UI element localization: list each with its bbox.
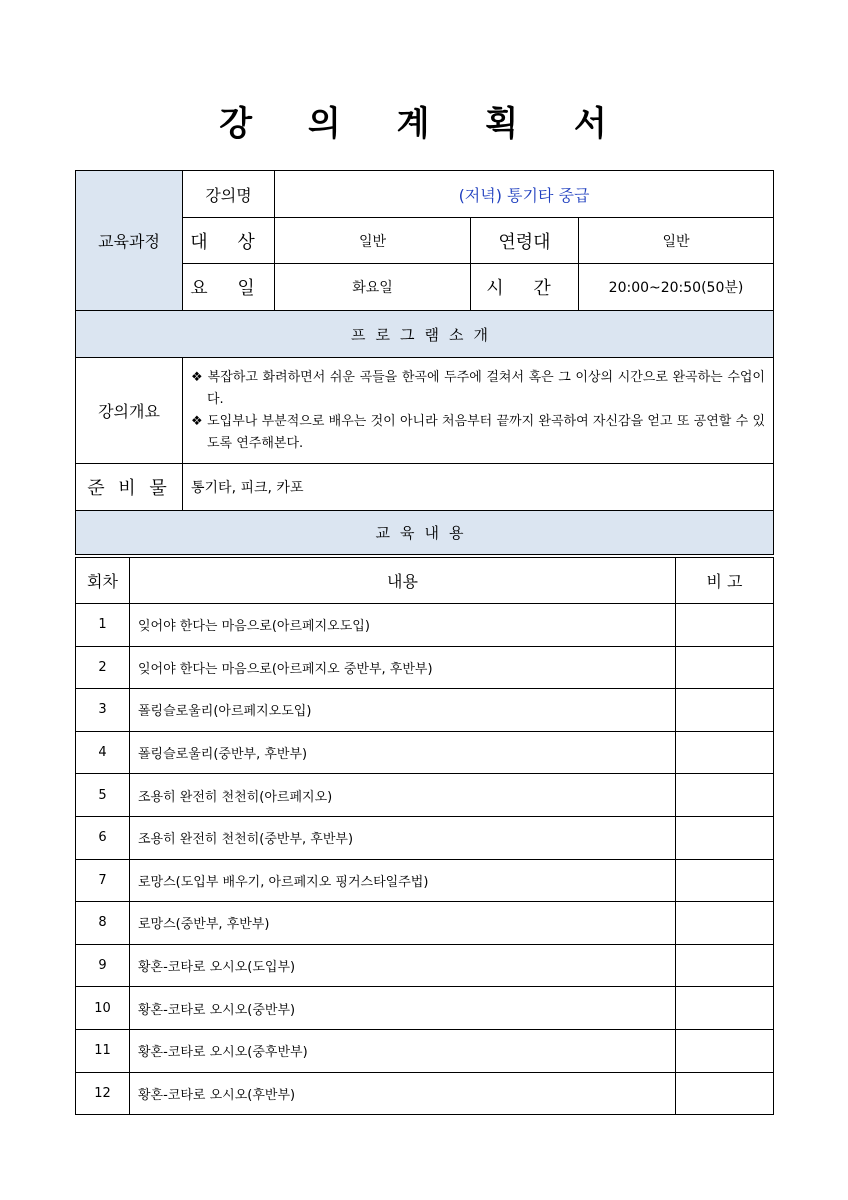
table-row (76, 774, 774, 817)
session-number: 2 (76, 646, 130, 689)
session-number: 1 (76, 604, 130, 647)
session-note (676, 1029, 774, 1072)
session-content: 폴링슬로울리(중반부, 후반부) (130, 731, 676, 774)
session-note (676, 689, 774, 732)
target-label: 대 상 (183, 218, 275, 264)
session-content: 로망스(도입부 배우기, 아르페지오 핑거스타일주법) (130, 859, 676, 902)
table-row (76, 902, 774, 945)
lecture-name-label: 강의명 (183, 171, 275, 218)
edu-content-header: 교육내용 (76, 511, 774, 555)
table-row (76, 944, 774, 987)
session-content: 로망스(중반부, 후반부) (130, 902, 676, 945)
session-note (676, 902, 774, 945)
session-note (676, 987, 774, 1030)
session-content: 황혼-코타로 오시오(중반부) (130, 987, 676, 1030)
session-content: 조용히 완전히 천천히(중반부, 후반부) (130, 816, 676, 859)
course-label: 교육과정 (76, 171, 183, 311)
content-header: 내용 (130, 558, 676, 604)
day-label: 요 일 (183, 264, 275, 311)
session-content: 폴링슬로울리(아르페지오도입) (130, 689, 676, 732)
program-intro-header: 프로그램소개 (76, 311, 774, 358)
session-number: 3 (76, 689, 130, 732)
session-number: 5 (76, 774, 130, 817)
session-content: 잊어야 한다는 마음으로(아르페지오 중반부, 후반부) (130, 646, 676, 689)
note-header: 비 고 (676, 558, 774, 604)
session-note (676, 731, 774, 774)
table-row (76, 1072, 774, 1115)
table-row (76, 816, 774, 859)
session-note (676, 944, 774, 987)
overview-item: ❖ 복잡하고 화려하면서 쉬운 곡들을 한곡에 두주에 걸쳐서 혹은 그 이상의 시간으로 완곡하는 수업이다. (191, 369, 765, 407)
table-row (76, 689, 774, 732)
table-row (76, 1029, 774, 1072)
table-row (76, 859, 774, 902)
session-number: 8 (76, 902, 130, 945)
session-content: 잊어야 한다는 마음으로(아르페지오도입) (130, 604, 676, 647)
session-note (676, 816, 774, 859)
session-content: 황혼-코타로 오시오(후반부) (130, 1072, 676, 1115)
session-content: 황혼-코타로 오시오(중후반부) (130, 1029, 676, 1072)
session-number: 4 (76, 731, 130, 774)
session-note (676, 646, 774, 689)
table-row (76, 987, 774, 1030)
session-note (676, 859, 774, 902)
materials-label: 준 비 물 (76, 464, 183, 511)
session-number: 6 (76, 816, 130, 859)
session-content: 조용히 완전히 천천히(아르페지오) (130, 774, 676, 817)
session-number: 9 (76, 944, 130, 987)
materials-value: 통기타, 피크, 카포 (183, 464, 774, 511)
session-number: 12 (76, 1072, 130, 1115)
overview-content (183, 358, 774, 464)
session-content: 황혼-코타로 오시오(도입부) (130, 944, 676, 987)
session-number: 10 (76, 987, 130, 1030)
age-value: 일반 (579, 218, 774, 264)
course-info-table (75, 170, 774, 555)
table-row (76, 604, 774, 647)
session-header: 회차 (76, 558, 130, 604)
overview-item: ❖ 도입부나 부분적으로 배우는 것이 아니라 처음부터 끝까지 완곡하여 자신감을 얻고 또 공연할 수 있도록 연주해본다. (191, 413, 765, 451)
session-note (676, 774, 774, 817)
time-label: 시 간 (471, 264, 579, 311)
overview-label: 강의개요 (76, 358, 183, 464)
time-value: 20:00~20:50(50분) (579, 264, 774, 311)
session-number: 11 (76, 1029, 130, 1072)
day-value: 화요일 (275, 264, 471, 311)
session-number: 7 (76, 859, 130, 902)
session-note (676, 1072, 774, 1115)
schedule-table (75, 557, 774, 1115)
table-row (76, 646, 774, 689)
table-row (76, 731, 774, 774)
age-label: 연령대 (471, 218, 579, 264)
document-title: 강 의 계 획 서 (219, 104, 629, 144)
lecture-name-value: (저녁) 통기타 중급 (275, 171, 774, 218)
target-value: 일반 (275, 218, 471, 264)
session-note (676, 604, 774, 647)
